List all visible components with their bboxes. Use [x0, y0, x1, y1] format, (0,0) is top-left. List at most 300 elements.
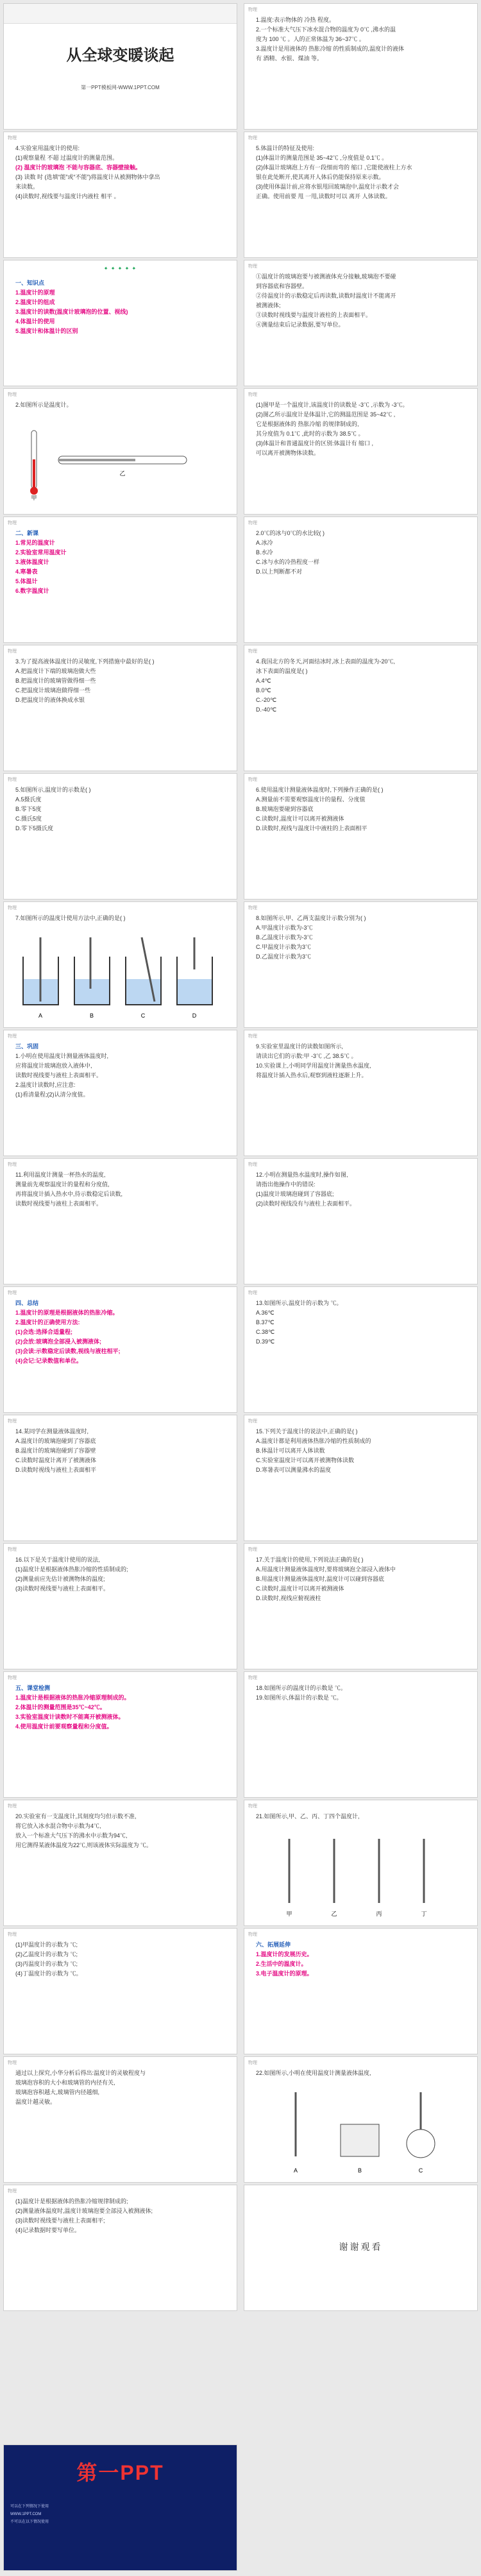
slide-21-watermark: 物理 [8, 1291, 17, 1295]
thermometer-a-liquid [33, 459, 35, 488]
slide-27-watermark: 物理 [8, 1676, 17, 1680]
s4-line-3: (2)体温计玻璃泡上方有一段细而弯的 缩口 ,它能使液柱上方水 [256, 164, 412, 171]
slide-15-watermark: 物理 [8, 906, 17, 910]
s4-line-1: 5.体温计的特征及使用: [256, 145, 315, 151]
s8-line-3: 它是根据液体的 热胀冷缩 的规律制成的, [256, 421, 359, 427]
s20-line-1: 12.小明在测量热水温度时,操作如图, [256, 1172, 348, 1178]
s9-line-5: 4.寒暑表 [15, 568, 38, 575]
slide-32-watermark: 物理 [248, 1932, 257, 1937]
slide-8-body [256, 400, 471, 458]
s8-line-6: 可以离开被测物体读数。 [256, 450, 320, 456]
slide-28-watermark: 物理 [248, 1676, 257, 1680]
slide-11-watermark: 物理 [8, 649, 17, 654]
slide-22-body [256, 1299, 471, 1347]
s26-line-4: C.读数时,温度计可以离开被测液体 [256, 1585, 344, 1592]
slide-34[interactable] [244, 2056, 478, 2183]
s5-line-5: 4.体温计的使用 [15, 318, 55, 325]
s29-line-3: 放入一个标准大气压下的沸水中示数为94℃, [15, 1832, 128, 1839]
fig34-label-c: C [418, 2167, 423, 2174]
s6-line-2: 到容器底和容器壁。 [256, 283, 308, 289]
fig-label-a: 甲 [31, 495, 37, 501]
ad-line-2: WWW.1PPT.COM [10, 2512, 42, 2516]
slide-20-body [256, 1170, 471, 1209]
s21-line-6: (3)会读:示数稳定后读数,视线与液柱相平; [15, 1348, 121, 1354]
s8-line-2: (2)图乙所示温度计是体温计,它的测温范围是 35~42℃ , [256, 411, 396, 418]
s24-line-5: D.寒暑表可以测量沸水的温度 [256, 1467, 332, 1473]
s16-line-4: C.甲温度计示数为3℃ [256, 944, 312, 950]
s18-line-2: 请读出它们的示数:甲 -3℃ ,乙 38.5℃ 。 [256, 1053, 357, 1059]
s31-line-4: (4)丁温度计的示数为 ℃。 [15, 1970, 82, 1977]
s32-line-1: 六、拓展延伸 [256, 1941, 291, 1948]
slide-29[interactable] [3, 1800, 237, 1926]
s25-line-2: (1)温度计是根据液体热胀冷缩的性质制成的; [15, 1566, 128, 1573]
beaker-b [74, 937, 110, 1005]
s3-line-3: (2) 温度计的玻璃泡 不能与容器底、容器壁接触。 [15, 164, 142, 171]
thermo-label-1: 甲 [286, 1911, 292, 1917]
slide-9-watermark: 物理 [8, 521, 17, 525]
slide-34-watermark: 物理 [248, 2061, 257, 2065]
slide-16-body [256, 914, 471, 962]
s22-line-2: A.36℃ [256, 1309, 274, 1316]
slide-29-body [15, 1812, 230, 1850]
s9-line-1: 二、新课 [15, 530, 39, 536]
row-7 [0, 773, 481, 901]
s24-line-4: C.实验室温度计可以离开被测物体读数 [256, 1457, 355, 1463]
ad-logo-b: 一 [98, 2461, 121, 2484]
row-5 [0, 516, 481, 645]
s10-line-4: C.冰与水的冷热程度一样 [256, 559, 320, 565]
slide-26-body [256, 1555, 471, 1603]
slide-33-watermark: 物理 [8, 2061, 17, 2065]
s27-line-5: 4.使用温度计前要观察量程和分度值。 [15, 1723, 113, 1730]
slide-7[interactable] [3, 388, 237, 515]
row-4 [0, 388, 481, 516]
s32-line-3: 2.生活中的温度计。 [256, 1961, 307, 1967]
s12-line-3: A.4℃ [256, 678, 271, 684]
slide-3[interactable] [3, 132, 237, 258]
slide-27-body [15, 1684, 230, 1732]
s3-line-6: (4)读数时,视线要与温度计内液柱 相平 。 [15, 193, 120, 200]
slide-13-body [15, 785, 230, 833]
ad-logo-a: 第 [76, 2461, 99, 2484]
s11-line-4: C.把温度计玻璃泡做得细一些 [15, 687, 91, 694]
slide-28-body [256, 1684, 471, 1703]
s4-line-6: 正确。使用前要 甩 一甩,读数时可以 离开 人体读数。 [256, 193, 391, 200]
beaker-c [126, 937, 161, 1005]
slide-27[interactable] [3, 1671, 237, 1798]
s10-line-5: D.以上判断都不对 [256, 568, 303, 575]
s13-line-3: B.零下5度 [15, 806, 42, 812]
slide-1-subtitle: 第一PPT模板网-WWW.1PPT.COM [81, 85, 160, 90]
s9-line-7: 6.数字温度计 [15, 588, 49, 594]
s35-line-3: (3)读数时视线要与液柱上表面相平; [15, 2217, 105, 2224]
slide-3-watermark: 物理 [8, 136, 17, 141]
s22-line-3: B.37℃ [256, 1319, 274, 1326]
slide-18[interactable] [244, 1030, 478, 1156]
slide-30[interactable] [244, 1800, 478, 1926]
slide-2-watermark: 物理 [248, 8, 257, 12]
slide-4-watermark: 物理 [248, 136, 257, 141]
slide-5-deco: ✦ ✦ ✦ ✦ ✦ [103, 266, 137, 271]
s22-line-5: D.39℃ [256, 1338, 275, 1345]
s25-line-1: 16.以下是关于温度计使用的说法, [15, 1557, 101, 1563]
s17-line-1: 三、巩固 [15, 1043, 39, 1050]
slide-25-watermark: 物理 [8, 1548, 17, 1552]
slide-17-body [15, 1042, 230, 1100]
slide-3-body [15, 144, 230, 201]
slide-11[interactable] [3, 645, 237, 771]
s18-line-1: 9.实验室里温度计的读数如图所示, [256, 1043, 344, 1050]
slide-15-body [15, 914, 230, 923]
s34-line-1: 22.如图所示,小明在使用温度计测量液体温度, [256, 2070, 371, 2076]
slide-31[interactable] [3, 1928, 237, 2054]
row-2 [0, 132, 481, 260]
s13-line-4: C.摄氏5度 [15, 815, 42, 822]
s27-line-3: 2.体温计的测量范围是35℃~42℃。 [15, 1704, 106, 1710]
s3-line-2: (1)观察量程 不超 过温度计的测量范围。 [15, 155, 119, 161]
slide-13-watermark: 物理 [8, 778, 17, 782]
slide-10-body [256, 529, 471, 577]
slide-32[interactable] [244, 1928, 478, 2054]
slide-9[interactable] [3, 516, 237, 643]
s35-line-1: (1)温度计是根据液体的热胀冷缩规律制成的; [15, 2198, 128, 2205]
s5-line-4: 3.温度计的读数(温度计玻璃泡的位置、视线) [15, 309, 128, 315]
beaker-label-d: D [192, 1012, 197, 1019]
slide-4-body [256, 144, 471, 201]
slide-31-body [15, 1940, 230, 1979]
s12-line-6: D.-40℃ [256, 706, 277, 713]
s16-line-1: 8.如图所示,甲、乙两支温度计示数分别为( ) [256, 915, 366, 921]
s33-line-3: 玻璃泡容积越大,玻璃管内径越细, [15, 2089, 100, 2095]
slide-25[interactable] [3, 1543, 237, 1669]
s31-line-2: (2)乙温度计的示数为 ℃; [15, 1951, 78, 1958]
slide-33-body [15, 2068, 230, 2107]
slide-23-body [15, 1427, 230, 1475]
slide-8[interactable] [244, 388, 478, 515]
slide-18-watermark: 物理 [248, 1034, 257, 1039]
s8-line-5: (3)体温计和普通温度计的区别:体温计有 缩口 , [256, 440, 374, 447]
s16-line-5: D.乙温度计示数为3℃ [256, 953, 312, 960]
s9-line-2: 1.常见的温度计 [15, 540, 55, 546]
s27-line-1: 五、课堂检测 [15, 1685, 51, 1691]
s21-line-1: 四、总结 [15, 1300, 39, 1306]
s21-line-5: (2)会放:玻璃泡全部浸入被测液体; [15, 1338, 101, 1345]
s14-line-4: C.读数时,温度计可以离开被测液体 [256, 815, 344, 822]
slide-16-watermark: 物理 [248, 906, 257, 910]
s16-line-3: B.乙温度计示数为-3℃ [256, 934, 313, 941]
s10-line-1: 2.0℃的冰与0℃的水比较( ) [256, 530, 325, 536]
row-12 [0, 1415, 481, 1543]
row-17 [0, 2056, 481, 2185]
row-3 [0, 260, 481, 388]
s2-line-3: 度为 100 ℃ 。人的正常体温为 36~37℃ 。 [256, 36, 365, 42]
three-figures [264, 2086, 456, 2179]
s6-line-3: ②待温度计的示数稳定后再读数,读数时温度计不能离开 [256, 293, 396, 299]
s29-line-1: 20.实验室有一支温度计,其刻度均匀但示数不准, [15, 1813, 137, 1820]
slide-11-body [15, 657, 230, 705]
s19-line-4: 读数时视线要与液柱上表面相平。 [15, 1200, 103, 1207]
ad-line-3: 不可以在以下情况使用 [10, 2520, 49, 2524]
slide-22[interactable] [244, 1286, 478, 1413]
s17-line-4: 读数时视线要与液柱上表面相平。 [15, 1072, 103, 1079]
fig34-label-a: A [293, 2167, 298, 2174]
slide-12-watermark: 物理 [248, 649, 257, 654]
slide-36[interactable] [244, 2185, 478, 2311]
slide-26[interactable] [244, 1543, 478, 1669]
s22-line-1: 13.如图所示,温度计的示数为 ℃。 [256, 1300, 342, 1306]
s17-line-2: 1.小明在使用温度计测量液体温度时, [15, 1053, 109, 1059]
slide-1[interactable] [3, 3, 237, 130]
slide-26-watermark: 物理 [248, 1548, 257, 1552]
s14-line-5: D.读数时,视线与温度计中液柱的上表面相平 [256, 825, 367, 832]
s6-line-6: ④测量结束后记录数据,要写单位。 [256, 321, 344, 328]
s25-line-4: (3)读数时视线要与液柱上表面相平。 [15, 1585, 110, 1592]
slide-18-body [256, 1042, 471, 1080]
thermo-label-3: 丙 [376, 1911, 382, 1917]
thermometer-figure [20, 424, 225, 501]
s13-line-1: 5.如图所示,温度计的示数是( ) [15, 787, 91, 793]
s11-line-5: D.把温度计的液体换成水银 [15, 697, 85, 703]
ad-logo-c: PPT [120, 2461, 164, 2484]
thanks-text: 谢谢观看 [339, 2242, 383, 2252]
slide-20-watermark: 物理 [248, 1163, 257, 1167]
slide-17[interactable] [3, 1030, 237, 1156]
slide-14[interactable] [244, 773, 478, 900]
slide-8-watermark: 物理 [248, 393, 257, 397]
s8-line-4: 其分度值为 0.1℃ ,此时的示数为 38.5℃ 。 [256, 431, 364, 437]
slide-19-body [15, 1170, 230, 1209]
s4-line-5: (3)使用体温计前,应将水银甩回玻璃泡中,温度计示数才会 [256, 183, 400, 190]
s32-line-4: 3.电子温度计的原理。 [256, 1970, 313, 1977]
s18-line-4: 将温度计插入热水后,观察到液柱逐渐上升。 [256, 1072, 367, 1079]
slide-5[interactable] [3, 260, 237, 386]
s23-line-5: D.读数时视线与液柱上表面相平 [15, 1467, 97, 1473]
s4-line-4: 银在此处断开,使其离开人体后仍能保持原来示数。 [256, 174, 385, 180]
s17-line-5: 2.温度计读数时,应注意: [15, 1082, 76, 1088]
s19-line-2: 测量前先观察温度计的量程和分度值, [15, 1181, 110, 1188]
s32-line-2: 1.温度计的发展历史。 [256, 1951, 313, 1958]
thermo-label-4: 丁 [421, 1911, 427, 1917]
thermo-label-2: 乙 [331, 1911, 337, 1917]
slide-10[interactable] [244, 516, 478, 643]
s31-line-3: (3)丙温度计的示数为 ℃; [15, 1961, 78, 1967]
s26-line-2: A.用温度计测量液体温度时,要将玻璃泡全部浸入液体中 [256, 1566, 396, 1573]
s22-line-4: C.38℃ [256, 1329, 275, 1335]
slide-15[interactable] [3, 901, 237, 1028]
s5-line-1: 一、知识点 [15, 280, 45, 286]
s20-line-2: 请指出他操作中的错误: [256, 1181, 316, 1188]
s6-line-1: ①温度计的玻璃泡要与被测液体充分接触,玻璃泡不要碰 [256, 273, 396, 280]
beaker-d [177, 937, 212, 1005]
s5-line-3: 2.温度计的组成 [15, 299, 55, 305]
s2-line-2: 2.一个标准大气压下冰水混合物的温度为 0℃ ,沸水的温 [256, 26, 396, 33]
s8-line-1: (1)图甲是一个温度计,该温度计的读数是 -3℃ ,示数为 -3℃。 [256, 402, 409, 408]
slide-1-band [4, 4, 237, 24]
s27-line-4: 3.实验室温度计读数时不能离开被测液体。 [15, 1714, 124, 1720]
slide-30-watermark: 物理 [248, 1804, 257, 1809]
four-thermometers-figure [264, 1832, 456, 1922]
s3-line-1: 4.实验室用温度计的使用: [15, 145, 80, 151]
s19-line-3: 再将温度计插入热水中,待示数稳定后读数, [15, 1191, 123, 1197]
s10-line-3: B.水冷 [256, 549, 273, 556]
slide-23-watermark: 物理 [8, 1419, 17, 1424]
beaker-label-b: B [89, 1012, 94, 1019]
slide-4[interactable] [244, 132, 478, 258]
slide-10-watermark: 物理 [248, 521, 257, 525]
s33-line-2: 玻璃泡容积的大小和玻璃管的内径有关, [15, 2079, 115, 2086]
s12-line-2: 冰下表面的温度是( ) [256, 668, 308, 674]
thermometer-b-liquid [58, 459, 135, 461]
slide-34-body [256, 2068, 471, 2078]
slide-19-watermark: 物理 [8, 1163, 17, 1167]
slide-7-body [15, 400, 230, 410]
s26-line-1: 17.关于温度计的使用,下列说法正确的是( ) [256, 1557, 364, 1563]
slide-6-body [256, 272, 471, 330]
s13-line-5: D.零下5摄氏度 [15, 825, 54, 832]
slide-13[interactable] [3, 773, 237, 900]
ad-logo [4, 2457, 237, 2486]
s24-line-3: B.体温计可以离开人体读数 [256, 1447, 325, 1454]
slide-17-watermark: 物理 [8, 1034, 17, 1039]
slide-30-body [256, 1812, 471, 1821]
s2-line-1: 1.温度:表示物体的 冷热 程度。 [256, 17, 335, 23]
slide-5-body [15, 278, 230, 336]
slide-23[interactable] [3, 1415, 237, 1541]
slide-6[interactable] [244, 260, 478, 386]
s17-line-6: (1)看清量程;(2)认清分度值。 [15, 1091, 89, 1098]
s14-line-3: B.玻璃泡要碰到容器底 [256, 806, 314, 812]
row-16 [0, 1928, 481, 2056]
s23-line-1: 14.某同学在测量液体温度时, [15, 1428, 89, 1435]
slide-24-body [256, 1427, 471, 1475]
s26-line-5: D.读数时,视线应俯视液柱 [256, 1595, 321, 1601]
s4-line-2: (1)体温计的测量范围是 35~42℃ ,分度值是 0.1℃ 。 [256, 155, 388, 161]
row-18 [0, 2185, 481, 2313]
s12-line-1: 4.我国北方的冬天,河面结冰时,冰上表面的温度为-20℃, [256, 658, 396, 665]
fig-label-b: 乙 [119, 470, 126, 477]
s13-line-2: A.5摄氏度 [15, 796, 42, 803]
row-11 [0, 1286, 481, 1415]
s2-line-5: 有 酒精、水银、煤油 等。 [256, 55, 323, 62]
slide-21-body [15, 1299, 230, 1366]
s5-line-2: 1.温度计的原理 [15, 289, 55, 296]
slide-25-body [15, 1555, 230, 1594]
s11-line-3: B.把温度计的玻璃管做得细一些 [15, 678, 96, 684]
s12-line-4: B.0℃ [256, 687, 271, 694]
s21-line-2: 1.温度计的原理是根据液体的热胀冷缩。 [15, 1309, 119, 1316]
slide-35[interactable] [3, 2185, 237, 2311]
s19-line-1: 11.利用温度计测量一杯热水的温度, [15, 1172, 106, 1178]
row-9 [0, 1030, 481, 1158]
slide-20[interactable] [244, 1158, 478, 1284]
slide-1-title: 从全球变暖谈起 [66, 47, 174, 64]
row-6 [0, 645, 481, 773]
slide-24-watermark: 物理 [248, 1419, 257, 1424]
slide-35-watermark: 物理 [8, 2189, 17, 2194]
beaker-figure [13, 931, 228, 1024]
slide-16[interactable] [244, 901, 478, 1028]
slide-2[interactable] [244, 3, 478, 130]
slide-19[interactable] [3, 1158, 237, 1284]
row-8 [0, 901, 481, 1030]
s9-line-4: 3.液体温度计 [15, 559, 49, 565]
s33-line-1: 通过以上探究,小华分析后得出:温度计的灵敏程度与 [15, 2070, 146, 2076]
s35-line-4: (4)记录数据时要写单位。 [15, 2227, 81, 2233]
s31-line-1: (1)甲温度计的示数为 ℃; [15, 1941, 78, 1948]
slide-28[interactable] [244, 1671, 478, 1798]
s20-line-4: (2)读数时视线没有与液柱上表面相平。 [256, 1200, 356, 1207]
s29-line-4: 用它测得某液体温度为22℃,则该液体实际温度为 ℃。 [15, 1842, 153, 1848]
slide-31-watermark: 物理 [8, 1932, 17, 1937]
s23-line-2: A.温度计的玻璃泡碰到了容器底 [15, 1438, 96, 1444]
s6-line-5: ③读数时视线要与温度计液柱的上表面相平。 [256, 312, 372, 318]
slide-32-body [256, 1940, 471, 1979]
s16-line-2: A.甲温度计示数为-3℃ [256, 925, 313, 931]
s11-line-2: A.把温度计下端的玻璃泡做大些 [15, 668, 96, 674]
slide-12-body [256, 657, 471, 715]
s9-line-3: 2.实验室常用温度计 [15, 549, 67, 556]
slide-22-watermark: 物理 [248, 1291, 257, 1295]
row-13 [0, 1543, 481, 1671]
s5-line-6: 5.温度计和体温计的区别 [15, 328, 78, 334]
s14-line-2: A.测量前不需要观察温度计的量程、分度值 [256, 796, 366, 803]
s7-line-1: 2.如图所示是温度计。 [15, 402, 72, 408]
s6-line-4: 被测液体; [256, 302, 281, 309]
slide-33[interactable] [3, 2056, 237, 2183]
s15-line-1: 7.如图所示的温度计使用方法中,正确的是( ) [15, 915, 126, 921]
s27-line-2: 1.温度计是根据液体的热胀冷缩原理制成的。 [15, 1694, 130, 1701]
row-14 [0, 1671, 481, 1800]
s29-line-2: 将它放入冰水混合物中示数为4℃, [15, 1823, 101, 1829]
s17-line-3: 应将温度计玻璃泡放入液体中, [15, 1062, 92, 1069]
slide-24[interactable] [244, 1415, 478, 1541]
fig34-label-b: B [357, 2167, 362, 2174]
slide-29-watermark: 物理 [8, 1804, 17, 1809]
beaker-label-a: A [38, 1012, 43, 1019]
slide-6-watermark: 物理 [248, 264, 257, 269]
s24-line-2: A.温度计都是利用液体热胀冷缩的性质制成的 [256, 1438, 371, 1444]
slide-14-body [256, 785, 471, 833]
s30-line-1: 21.如图所示,甲、乙、丙、丁四个温度计, [256, 1813, 360, 1820]
s28-line-1: 18.如图所示的温度计的示数是 ℃。 [256, 1685, 347, 1691]
s3-line-4: (3) 读数 时 (选填“能”或“不能”)将温度计从被测物体中拿出 [15, 174, 160, 180]
thermometer-a-bulb [30, 487, 38, 495]
s25-line-3: (2)测量前应先估计被测物体的温度; [15, 1576, 105, 1582]
s10-line-2: A.冰冷 [256, 540, 273, 546]
slide-2-body [256, 15, 471, 64]
s21-line-7: (4)会记:记录数值和单位。 [15, 1358, 82, 1364]
beaker-a [23, 937, 58, 1005]
s33-line-4: 温度计越灵敏。 [15, 2099, 56, 2105]
s11-line-1: 3.为了提高液体温度计的灵敏度,下列措施中最好的是( ) [15, 658, 155, 665]
s23-line-3: B.温度计的玻璃泡碰到了容器壁 [15, 1447, 96, 1454]
ad-banner[interactable] [3, 2444, 237, 2571]
s28-line-2: 19.如图所示,体温计的示数是 ℃。 [256, 1694, 342, 1701]
s20-line-3: (1)温度计玻璃泡碰到了容器底; [256, 1191, 334, 1197]
s2-line-4: 3.温度计是用液体的 热胀冷缩 的性质制成的,温度计的液体 [256, 46, 405, 52]
row-15 [0, 1800, 481, 1928]
s21-line-3: 2.温度计的正确使用方法: [15, 1319, 80, 1326]
s35-line-2: (2)测量液体温度时,温度计玻璃泡要全部浸入被测液体; [15, 2208, 153, 2214]
ad-line-1: 可以在下列情况下使用 [10, 2505, 49, 2509]
row-10 [0, 1158, 481, 1286]
s23-line-4: C.读数时温度计离开了被测液体 [15, 1457, 97, 1463]
slide-12[interactable] [244, 645, 478, 771]
beaker-label-c: C [140, 1012, 146, 1019]
s18-line-3: 10.实验课上,小明同学用温度计测量热水温度, [256, 1062, 371, 1069]
slide-14-watermark: 物理 [248, 778, 257, 782]
slide-21[interactable] [3, 1286, 237, 1413]
